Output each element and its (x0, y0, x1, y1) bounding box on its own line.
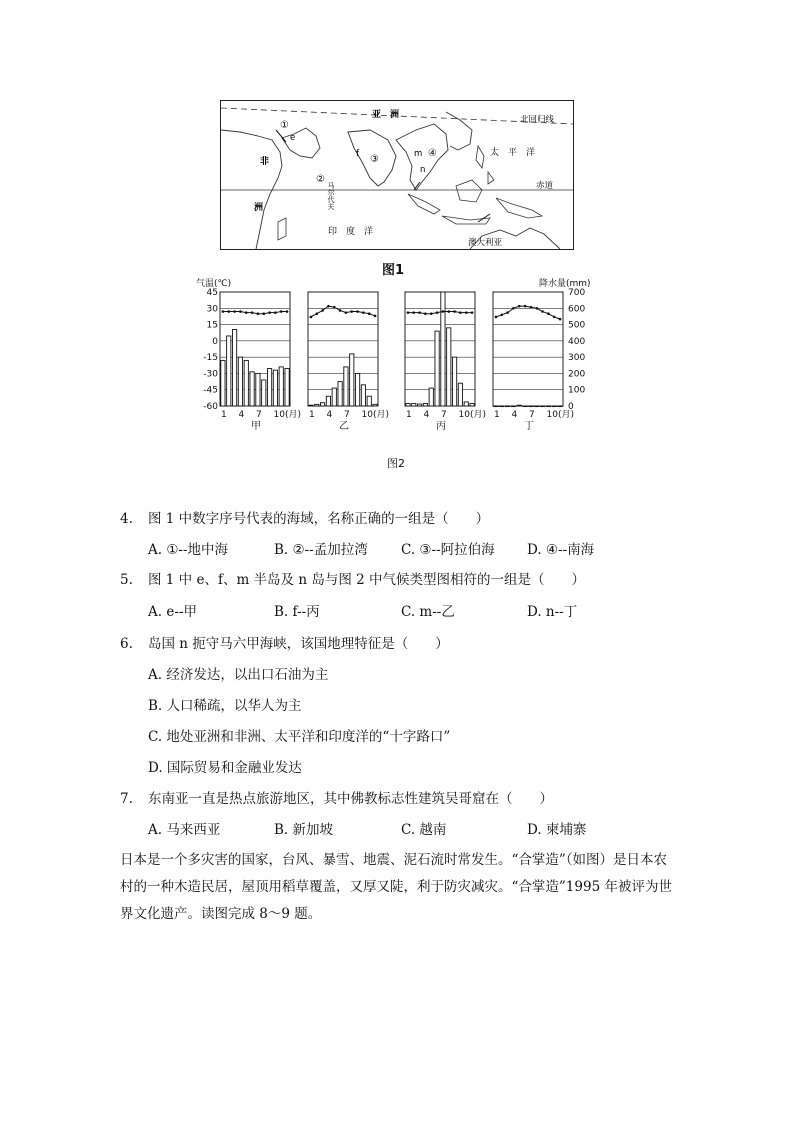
precipitation-bar (552, 406, 556, 407)
temperature-point (418, 311, 421, 314)
precipitation-bar (273, 370, 277, 406)
precipitation-bar (458, 383, 462, 406)
precipitation-bar (238, 357, 242, 406)
figure2-climate-charts (196, 276, 606, 436)
climate-panels (220, 292, 574, 432)
option-5d: D. n--丁 (527, 604, 578, 620)
left-axis-title: 气温(℃) (196, 279, 232, 289)
month-tick-label: 4 (238, 410, 245, 420)
precip-tick-label: 400 (568, 336, 586, 347)
label-maldives: 马尔代夫 (327, 182, 335, 210)
climate-panel-2 (308, 292, 389, 432)
temperature-point (239, 310, 242, 313)
temp-tick-labels (203, 288, 218, 412)
label-n1: ① (280, 120, 289, 131)
precip-tick-label: 700 (568, 288, 586, 298)
question-4 (120, 510, 489, 528)
temperature-point (453, 310, 456, 313)
question-number: 6. (120, 636, 133, 652)
panel-name: 丙 (436, 421, 446, 432)
temperature-point (280, 310, 283, 313)
temperature-point (495, 316, 498, 319)
label-africa-2: 洲 (254, 203, 264, 213)
precipitation-bar (232, 329, 236, 406)
precipitation-bar (423, 404, 427, 406)
label-n4: ④ (428, 148, 437, 159)
temperature-point (559, 318, 562, 321)
temperature-point (350, 310, 353, 313)
temperature-point (535, 307, 538, 310)
temperature-point (465, 311, 468, 314)
precipitation-bar (250, 372, 254, 406)
precipitation-bar (435, 331, 439, 406)
temperature-point (262, 312, 265, 315)
precipitation-bar (412, 404, 416, 406)
precipitation-bar (361, 385, 365, 406)
precipitation-bar (447, 328, 451, 406)
question-6 (120, 635, 449, 653)
question-text: 图 1 中数字序号代表的海域，名称正确的一组是（ ） (148, 511, 490, 527)
label-asia: 亚 洲 (372, 110, 400, 120)
label-m: m (414, 149, 423, 159)
precipitation-bar (221, 360, 225, 406)
option-4a: A. ①--地中海 (148, 542, 229, 558)
panel-name: 甲 (251, 421, 261, 432)
passage-paragraph: 日本是一个多灾害的国家，台风、暴雪、地震、泥石流时常发生。“合掌造”（如图）是日本农村的一种木造民居，屋顶用稻草覆盖，又厚又陡，利于防灾减灾。“合掌造”1995 年被评为世界文化遗产。读图完成 8～9 题。 (120, 852, 672, 922)
temperature-point (424, 312, 427, 315)
temperature-point (530, 306, 533, 309)
label-n: n (420, 165, 426, 175)
temp-tick-label: -45 (203, 385, 218, 396)
temperature-point (345, 311, 348, 314)
label-indian: 印 度 洋 (328, 227, 374, 237)
temperature-point (222, 310, 225, 313)
precipitation-bar (326, 396, 330, 406)
temp-tick-label: -60 (203, 402, 218, 412)
temperature-point (368, 312, 371, 315)
precip-tick-label: 200 (568, 369, 586, 380)
label-equator: 赤道 (536, 181, 554, 191)
option-7b: B. 新加坡 (274, 822, 334, 838)
label-n3: ③ (370, 154, 379, 165)
temp-tick-label: 15 (206, 320, 218, 331)
precipitation-bar (244, 360, 248, 406)
option-6b: B. 人口稀疏，以华人为主 (148, 698, 302, 714)
precipitation-bar (350, 354, 354, 406)
label-tropic: 北回归线 (520, 115, 555, 125)
precipitation-bar (535, 406, 539, 407)
label-africa-1: 非 (260, 157, 270, 167)
temperature-point (339, 309, 342, 312)
month-tick-label: 4 (326, 410, 333, 420)
option-6d: D. 国际贸易和金融业发达 (148, 760, 302, 776)
month-tick-label: 1 (494, 410, 500, 420)
label-pacific: 太 平 洋 (490, 148, 536, 158)
question-text: 图 1 中 e、f、m 半岛及 n 岛与图 2 中气候类型图相符的一组是（ ） (148, 572, 585, 588)
precipitation-bar (558, 406, 562, 407)
precipitation-bar (441, 292, 445, 406)
precip-tick-label: 300 (568, 353, 586, 364)
temperature-point (257, 312, 260, 315)
precipitation-bar (344, 367, 348, 406)
temperature-point (442, 310, 445, 313)
precipitation-bar (523, 406, 527, 407)
precipitation-bar (494, 406, 498, 407)
month-tick-label: 1 (309, 410, 315, 420)
option-7d: D. 柬埔寨 (527, 822, 587, 838)
precip-tick-label: 600 (568, 304, 586, 315)
temperature-point (327, 305, 330, 308)
temperature-point (459, 311, 462, 314)
precip-tick-label: 500 (568, 320, 586, 331)
precipitation-bar (320, 403, 324, 406)
month-tick-label: 7 (529, 410, 535, 420)
panel-frame (493, 292, 563, 406)
climate-svg (196, 276, 606, 436)
precip-tick-label: 0 (568, 402, 574, 412)
precipitation-bar (315, 404, 319, 406)
temperature-point (356, 310, 359, 313)
panel-frame (405, 292, 475, 406)
temperature-point (412, 311, 415, 314)
precipitation-bar (417, 404, 421, 406)
climate-panel-4 (493, 292, 574, 432)
precipitation-bar (309, 405, 313, 406)
option-7c: C. 越南 (401, 822, 447, 838)
precipitation-bar (406, 404, 410, 406)
figure1-map (220, 100, 574, 250)
figure1-caption: 图1 (382, 263, 405, 278)
precip-tick-labels (568, 288, 585, 412)
climate-panel-1 (220, 292, 301, 432)
temperature-point (436, 311, 439, 314)
option-5b: B. f--丙 (274, 604, 320, 620)
temperature-point (245, 311, 248, 314)
precipitation-bar (267, 369, 271, 406)
temperature-point (362, 311, 365, 314)
precip-tick-label: 100 (568, 385, 586, 396)
month-tick-label: 1 (221, 410, 227, 420)
precipitation-bar (546, 406, 550, 407)
question-5 (120, 571, 585, 589)
temperature-point (506, 311, 509, 314)
temperature-point (310, 316, 313, 319)
temperature-point (553, 316, 556, 319)
label-f: f (356, 149, 359, 159)
temperature-point (227, 310, 230, 313)
figure2-caption: 图2 (387, 457, 405, 470)
precipitation-bar (227, 336, 231, 406)
temperature-point (274, 311, 277, 314)
climate-panel-3 (405, 292, 486, 432)
precipitation-bar (373, 404, 377, 406)
panel-name: 丁 (524, 421, 534, 432)
question-text: 东南亚一直是热点旅游地区，其中佛教标志性建筑吴哥窟在（ ） (148, 791, 553, 807)
question-number: 7. (120, 791, 133, 807)
temperature-point (512, 307, 515, 310)
temperature-point (374, 315, 377, 318)
precipitation-bar (262, 380, 266, 406)
month-tick-label: 10(月) (546, 410, 574, 420)
temperature-point (268, 311, 271, 314)
temperature-point (430, 312, 433, 315)
month-tick-label: 10(月) (458, 410, 486, 420)
label-e: e (290, 133, 296, 143)
precipitation-bar (500, 406, 504, 407)
option-4d: D. ④--南海 (527, 542, 595, 558)
question-7 (120, 790, 553, 808)
month-tick-label: 1 (406, 410, 412, 420)
temperature-point (541, 310, 544, 313)
precipitation-bar (511, 406, 515, 407)
temperature-point (333, 306, 336, 309)
precipitation-bar (338, 382, 342, 406)
temp-tick-label: -15 (203, 353, 218, 364)
temperature-point (471, 311, 474, 314)
label-n2: ② (316, 174, 325, 185)
precipitation-bar (529, 406, 533, 407)
precipitation-bar (332, 388, 336, 406)
precipitation-bar (355, 373, 359, 406)
option-5c: C. m--乙 (401, 604, 455, 620)
option-7a: A. 马来西亚 (148, 822, 221, 838)
precipitation-bar (464, 402, 468, 406)
temperature-point (500, 314, 503, 317)
precipitation-bar (285, 369, 289, 406)
map-svg (220, 100, 574, 250)
temperature-point (233, 310, 236, 313)
option-6c: C. 地处亚洲和非洲、太平洋和印度洋的“十字路口” (148, 729, 451, 745)
precipitation-bar (429, 388, 433, 406)
temperature-point (447, 310, 450, 313)
month-tick-label: 7 (441, 410, 447, 420)
month-tick-label: 4 (423, 410, 430, 420)
option-4c: C. ③--阿拉伯海 (401, 542, 495, 558)
precipitation-bar (505, 406, 509, 407)
temperature-point (315, 312, 318, 315)
temperature-point (524, 305, 527, 308)
temp-tick-label: -30 (203, 369, 218, 380)
question-text: 岛国 n 扼守马六甲海峡，该国地理特征是（ ） (148, 636, 449, 652)
month-tick-label: 10(月) (273, 410, 301, 420)
temp-tick-label: 45 (206, 288, 218, 298)
temperature-point (286, 310, 289, 313)
temperature-point (547, 312, 550, 315)
panel-frame (308, 292, 378, 406)
precipitation-bar (367, 396, 371, 406)
option-4b: B. ②--孟加拉湾 (274, 542, 368, 558)
option-6a: A. 经济发达，以出口石油为主 (148, 667, 329, 683)
precipitation-bar (517, 405, 521, 406)
temp-tick-label: 0 (212, 336, 218, 347)
question-number: 4. (120, 511, 133, 527)
temperature-point (407, 311, 410, 314)
month-tick-label: 10(月) (361, 410, 389, 420)
precipitation-bar (470, 404, 474, 406)
month-tick-label: 7 (344, 410, 350, 420)
label-australia: 澳大利亚 (468, 238, 503, 248)
temp-tick-label: 30 (206, 304, 218, 315)
question-number: 5. (120, 572, 133, 588)
precipitation-bar (256, 373, 260, 406)
precipitation-bar (279, 367, 283, 406)
month-tick-label: 4 (511, 410, 518, 420)
temperature-point (321, 309, 324, 312)
precipitation-bar (540, 406, 544, 407)
temperature-point (251, 311, 254, 314)
right-axis-title: 降水量(mm) (539, 279, 591, 289)
option-5a: A. e--甲 (148, 604, 197, 620)
precipitation-bar (452, 357, 456, 406)
temperature-point (518, 305, 521, 308)
month-tick-label: 7 (256, 410, 262, 420)
panel-name: 乙 (339, 421, 349, 432)
